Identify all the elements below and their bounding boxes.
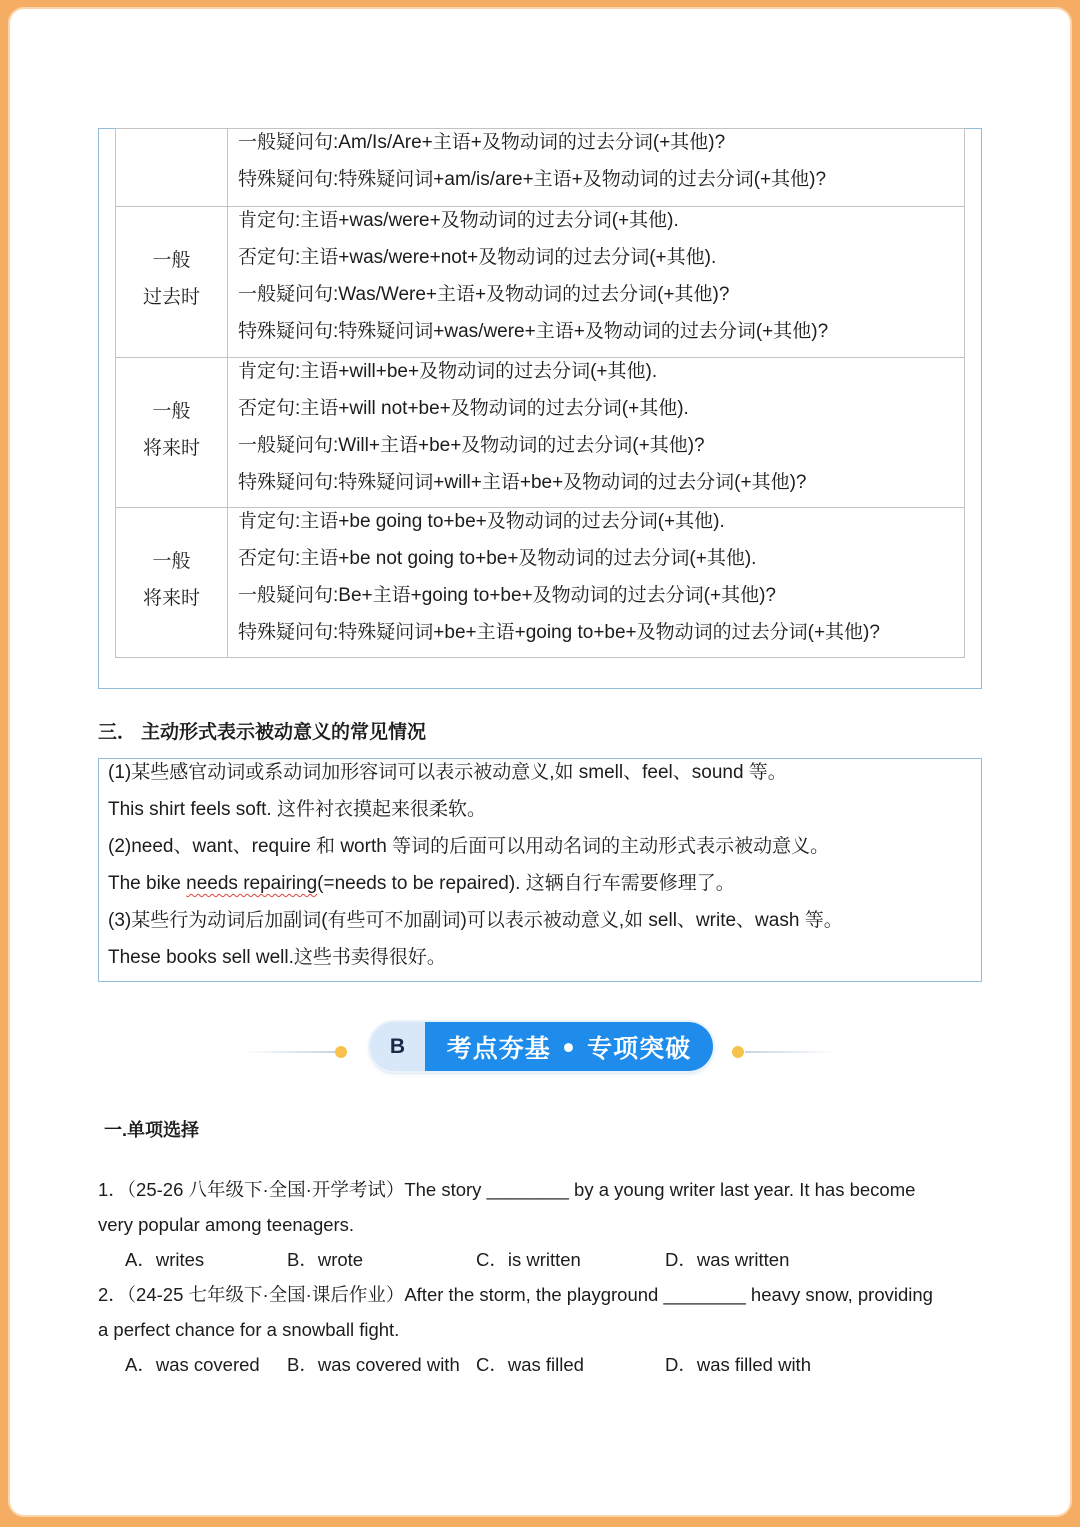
answer-option: B．was covered with bbox=[287, 1354, 460, 1375]
tense-label-line: 一般 bbox=[152, 550, 191, 572]
pattern-line: 否定句:主语+will not+be+及物动词的过去分词(+其他). bbox=[238, 398, 689, 419]
example-text: (=needs to be repaired). 这辆自行车需要修理了。 bbox=[317, 873, 735, 894]
table-row bbox=[116, 507, 964, 657]
pattern-line: 一般疑问句:Will+主语+be+及物动词的过去分词(+其他)? bbox=[238, 435, 705, 456]
tense-label-line: 一般 bbox=[152, 250, 191, 271]
question bbox=[98, 1277, 998, 1382]
pattern-line: 否定句:主语+be not going to+be+及物动词的过去分词(+其他). bbox=[238, 548, 757, 569]
example-line bbox=[108, 865, 981, 902]
question-stem: The story ________ by a young writer last year. It has become bbox=[404, 1179, 916, 1200]
question-number: 2． bbox=[98, 1284, 127, 1305]
pattern-line: 特殊疑问句:特殊疑问词+be+主语+going to+be+及物动词的过去分词(+其他)? bbox=[238, 622, 880, 643]
banner-dot-left bbox=[335, 1046, 347, 1058]
rule-line: (1)某些感官动词或系动词加形容词可以表示被动意义,如 smell、feel、sound 等。 bbox=[108, 762, 787, 783]
pattern-line: 肯定句:主语+be going to+be+及物动词的过去分词(+其他). bbox=[238, 511, 725, 532]
tense-label-cell bbox=[116, 129, 228, 206]
pattern-line: 特殊疑问句:特殊疑问词+will+主语+be+及物动词的过去分词(+其他)? bbox=[238, 472, 807, 493]
question-stem-line: a perfect chance for a snowball fight. bbox=[98, 1319, 400, 1340]
pattern-line: 一般疑问句:Am/Is/Are+主语+及物动词的过去分词(+其他)? bbox=[238, 132, 726, 153]
pattern-line: 特殊疑问句:特殊疑问词+am/is/are+主语+及物动词的过去分词(+其他)? bbox=[238, 169, 827, 190]
question-stem-line bbox=[98, 1277, 998, 1312]
sentence-patterns-cell bbox=[228, 207, 964, 357]
answer-options bbox=[98, 1347, 998, 1382]
banner-line-right bbox=[745, 1051, 837, 1053]
answer-option: B．wrote bbox=[287, 1249, 364, 1270]
tense-label-line: 将来时 bbox=[142, 437, 200, 459]
tense-label-cell bbox=[116, 508, 228, 657]
tense-label-line: 将来时 bbox=[142, 587, 200, 609]
section-heading bbox=[98, 719, 426, 747]
question-stem-line bbox=[98, 1172, 998, 1207]
passive-meaning-box bbox=[98, 758, 982, 982]
pattern-line: 一般疑问句:Be+主语+going to+be+及物动词的过去分词(+其他)? bbox=[238, 585, 776, 606]
banner-title: 考点夯基 • 专项突破 bbox=[425, 1022, 713, 1071]
rule-line: (2)need、want、require 和 worth 等词的后面可以用动名词的主动形式表示被动意义。 bbox=[108, 836, 830, 857]
tense-label-cell bbox=[116, 207, 228, 357]
banner-dot-right bbox=[732, 1046, 744, 1058]
answer-option: A．was covered bbox=[125, 1354, 260, 1375]
sentence-patterns-cell bbox=[228, 508, 964, 657]
answer-option: C．is written bbox=[476, 1249, 581, 1270]
answer-option: D．was written bbox=[665, 1249, 790, 1270]
tense-label-line: 一般 bbox=[152, 400, 191, 422]
pattern-line: 否定句:主语+was/were+not+及物动词的过去分词(+其他). bbox=[238, 247, 717, 268]
answer-option: A．writes bbox=[125, 1249, 205, 1270]
example-line: These books sell well.这些书卖得很好。 bbox=[108, 947, 446, 968]
sentence-patterns-cell bbox=[228, 358, 964, 507]
question-stem-line: very popular among teenagers. bbox=[98, 1214, 355, 1235]
example-line: This shirt feels soft. 这件衬衣摸起来很柔软。 bbox=[108, 799, 486, 820]
section-banner bbox=[370, 1022, 713, 1071]
pattern-line: 特殊疑问句:特殊疑问词+was/were+主语+及物动词的过去分词(+其他)? bbox=[238, 321, 829, 342]
answer-option: C．was filled bbox=[476, 1354, 584, 1375]
sentence-patterns-cell bbox=[228, 129, 964, 206]
example-text: The bike bbox=[108, 873, 187, 894]
question bbox=[98, 1172, 998, 1277]
question-number: 1． bbox=[98, 1179, 127, 1200]
table-row bbox=[116, 206, 964, 357]
question-source: （24-25 七年级下·全国·课后作业） bbox=[126, 1284, 405, 1305]
rule-line: (3)某些行为动词后加副词(有些可不加副词)可以表示被动意义,如 sell、write、wash 等。 bbox=[108, 910, 843, 931]
table-row bbox=[116, 129, 964, 206]
banner-letter: B bbox=[370, 1022, 425, 1071]
section-number: 三． bbox=[98, 722, 137, 743]
answer-option: D．was filled with bbox=[665, 1354, 811, 1375]
question-list bbox=[98, 1172, 998, 1382]
pattern-line: 肯定句:主语+will+be+及物动词的过去分词(+其他). bbox=[238, 361, 658, 382]
tense-label-line: 过去时 bbox=[142, 287, 200, 308]
question-stem: After the storm, the playground ________ heavy snow, providing bbox=[404, 1284, 933, 1305]
banner-line-left bbox=[240, 1051, 336, 1053]
tense-table bbox=[115, 128, 965, 658]
spellcheck-marked-text: needs repairing bbox=[186, 873, 318, 894]
exercise-heading: 一.单项选择 bbox=[104, 1120, 200, 1140]
pattern-line: 一般疑问句:Was/Were+主语+及物动词的过去分词(+其他)? bbox=[238, 284, 730, 305]
section-title: 主动形式表示被动意义的常见情况 bbox=[141, 722, 427, 743]
pattern-line: 肯定句:主语+was/were+及物动词的过去分词(+其他). bbox=[238, 210, 679, 231]
tense-label-cell bbox=[116, 358, 228, 507]
question-source: （25-26 八年级下·全国·开学考试） bbox=[126, 1179, 405, 1200]
answer-options bbox=[98, 1242, 998, 1277]
table-row bbox=[116, 357, 964, 507]
